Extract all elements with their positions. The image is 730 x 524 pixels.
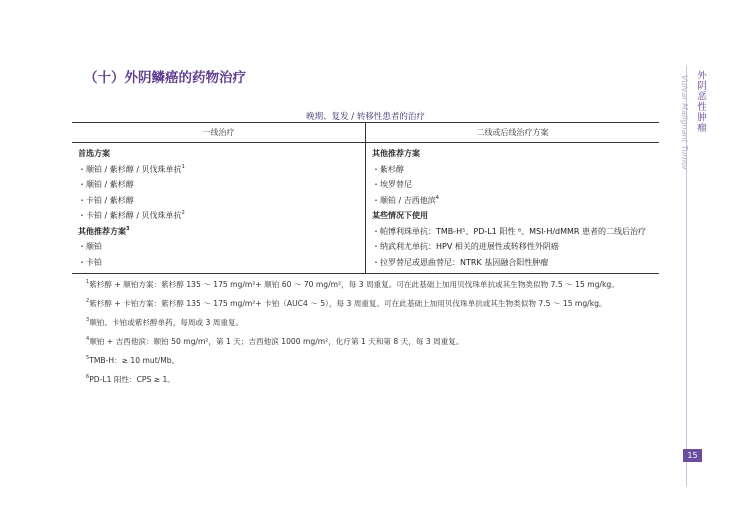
footnote-item bbox=[86, 316, 619, 335]
table-caption: 晚期、复发 / 转移性患者的治疗 bbox=[306, 112, 425, 122]
first-line-row bbox=[78, 239, 361, 255]
table-body bbox=[72, 143, 659, 273]
first-line-column bbox=[72, 143, 366, 273]
header-first-line: 一线治疗 bbox=[72, 123, 366, 142]
footnote-text: 紫杉醇 + 顺铂方案：紫杉醇 135 ～ 175 mg/m²+ 顺铂 60 ～ 70 mg/m²，每 3 周重复。可在此基础上加用贝伐珠单抗或其生物类似物 7.5 ～ 15 mg/kg。 bbox=[89, 280, 619, 289]
footnote-item bbox=[86, 354, 619, 373]
footnote-text: TMB-H：≥ 10 mut/Mb。 bbox=[89, 356, 180, 365]
footnote-text: PD-L1 阳性：CPS ≥ 1。 bbox=[89, 375, 175, 384]
first-line-row bbox=[78, 146, 361, 162]
second-line-row bbox=[372, 224, 655, 240]
footnote-text: 紫杉醇 + 卡铂方案：紫杉醇 135 ～ 175 mg/m²+ 卡铂（AUC4 ～ 5），每 3 周重复。可在此基础上加用贝伐珠单抗或其生物类似物 7.5 ～ 15 mg/kg。 bbox=[89, 299, 607, 308]
footnote-text: 顺铂、卡铂或紫杉醇单药，每周或 3 周重复。 bbox=[89, 318, 244, 327]
second-line-row bbox=[372, 193, 655, 209]
first-line-row bbox=[78, 224, 361, 240]
footnote-number: 5 bbox=[86, 355, 90, 361]
side-chapter-subtitle: Vulvar Malignant Tumor bbox=[680, 75, 689, 171]
second-line-row bbox=[372, 255, 655, 271]
footnotes bbox=[86, 278, 619, 392]
first-line-row bbox=[78, 208, 361, 224]
first-line-row bbox=[78, 177, 361, 193]
second-line-row bbox=[372, 146, 655, 162]
side-chapter-title: 外阴恶性肿瘤 bbox=[695, 70, 706, 133]
footnote-number: 6 bbox=[86, 374, 90, 380]
header-second-line: 二线或后线治疗方案 bbox=[476, 128, 549, 137]
second-line-row-text: ・顺铂 / 吉西他滨 bbox=[372, 195, 436, 205]
footnote-ref: 4 bbox=[435, 194, 439, 201]
first-line-row-text: ・卡铂 / 紫杉醇 / 贝伐珠单抗 bbox=[78, 211, 182, 220]
second-line-row-text: ・紫杉醇 bbox=[372, 164, 404, 174]
page-number: 15 bbox=[683, 449, 702, 462]
first-line-row bbox=[78, 193, 361, 209]
first-line-row bbox=[78, 162, 361, 178]
footnote-item bbox=[86, 335, 619, 354]
first-line-row-text: ・顺铂 bbox=[78, 242, 102, 251]
footnote-number: 4 bbox=[86, 336, 90, 342]
first-line-row-text: ・卡铂 / 紫杉醇 bbox=[78, 195, 134, 205]
second-line-row-text: 某些情况下使用 bbox=[372, 211, 428, 220]
footnote-number: 3 bbox=[86, 317, 90, 323]
second-line-row bbox=[372, 239, 655, 255]
first-line-row-text: ・顺铂 / 紫杉醇 bbox=[78, 180, 134, 189]
table-header bbox=[72, 123, 659, 143]
first-line-row bbox=[78, 255, 361, 271]
footnote-ref: 1 bbox=[181, 163, 185, 170]
footnote-ref: 2 bbox=[181, 210, 185, 216]
first-line-row-text: 其他推荐方案 bbox=[78, 226, 126, 236]
first-line-row-text: 首选方案 bbox=[78, 149, 110, 158]
footnote-ref: 3 bbox=[126, 225, 130, 232]
second-line-row-text: ・拉罗替尼或恩曲替尼：NTRK 基因融合阳性肿瘤 bbox=[372, 257, 549, 267]
section-title: （十）外阴鳞癌的药物治疗 bbox=[84, 70, 246, 86]
second-line-row-text: ・纳武利尤单抗：HPV 相关的进展性或转移性外阴癌 bbox=[372, 242, 559, 251]
second-line-row-text: ・埃罗替尼 bbox=[372, 180, 412, 189]
first-line-row-text: ・顺铂 / 紫杉醇 / 贝伐珠单抗 bbox=[78, 164, 182, 174]
footnote-number: 2 bbox=[86, 298, 90, 304]
second-line-row-text: 其他推荐方案 bbox=[372, 149, 420, 158]
footnote-item bbox=[86, 297, 619, 316]
first-line-row-text: ・卡铂 bbox=[78, 257, 102, 267]
second-line-row bbox=[372, 162, 655, 178]
second-line-row bbox=[372, 208, 655, 224]
second-line-row bbox=[372, 177, 655, 193]
footnote-number: 1 bbox=[86, 279, 90, 285]
treatment-table bbox=[72, 122, 659, 274]
footnote-item bbox=[86, 278, 619, 297]
second-line-column bbox=[366, 143, 659, 273]
footnote-text: 顺铂 + 吉西他滨：顺铂 50 mg/m²，第 1 天；吉西他滨 1000 mg/m²，化疗第 1 天和第 8 天，每 3 周重复。 bbox=[89, 337, 464, 346]
footnote-item bbox=[86, 373, 619, 392]
second-line-row-text: ・帕博利珠单抗：TMB-H⁵、PD-L1 阳性 ⁶、MSI-H/dMMR 患者的二线后治疗 bbox=[372, 226, 647, 236]
